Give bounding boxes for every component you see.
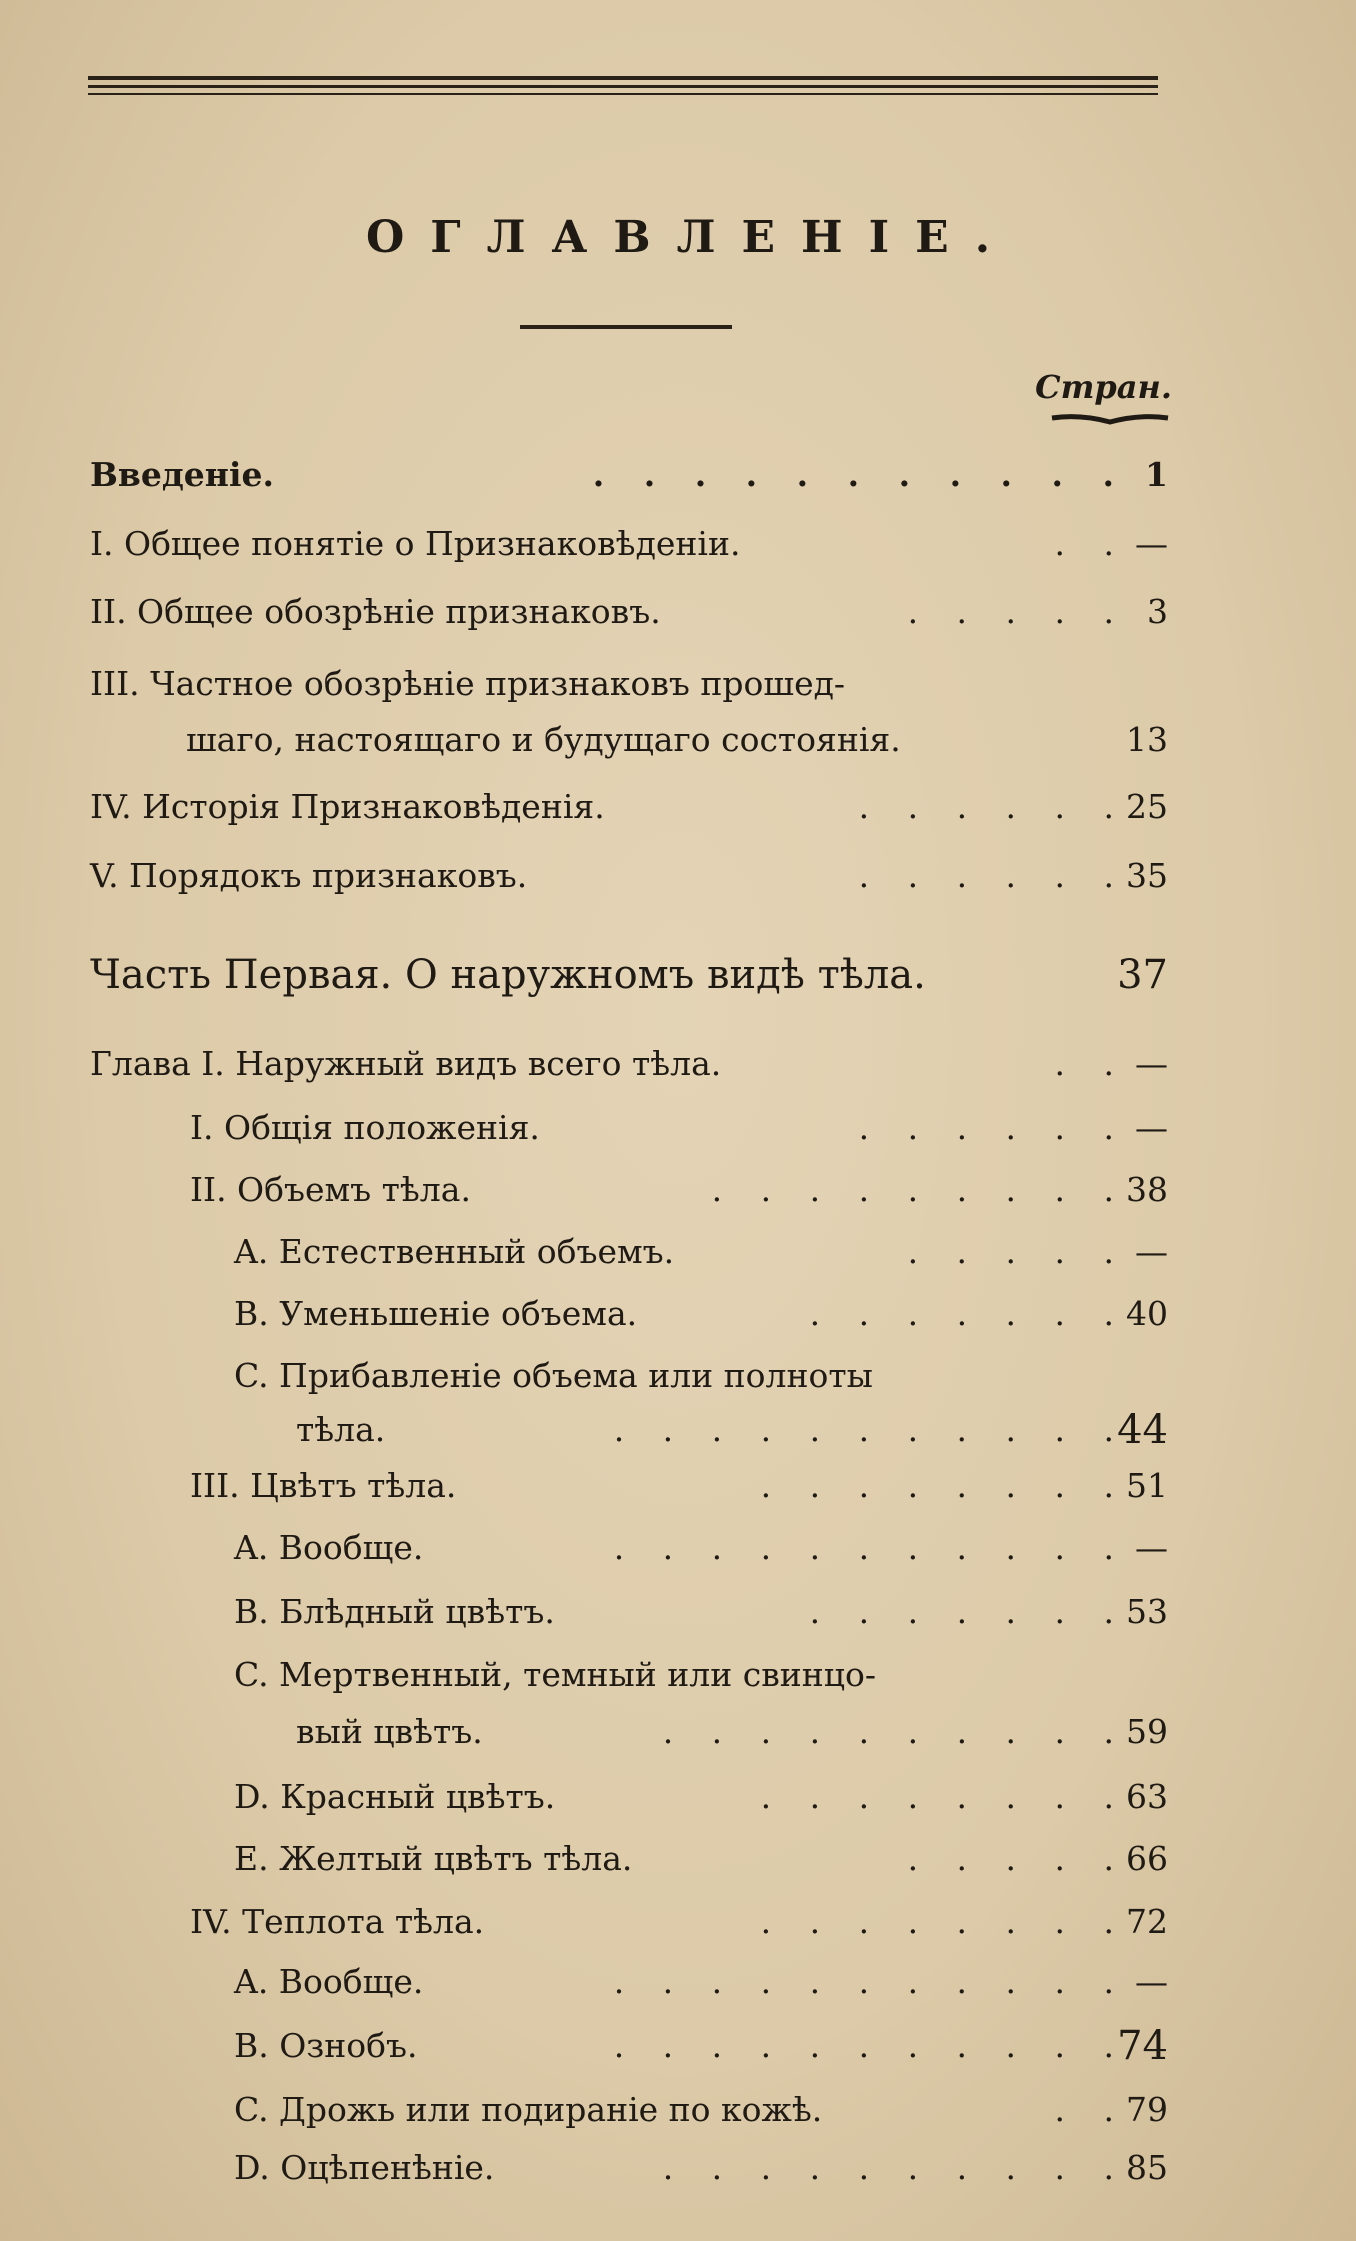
- toc-entry-continuation: тѣла. . . . . . . . . . . . 44: [296, 1407, 1168, 1453]
- toc-subentry: A. Вообще. . . . . . . . . . . . —: [234, 1528, 1168, 1567]
- toc-part-heading: Часть Первая. О наружномъ видѣ тѣла. 37: [90, 952, 1168, 998]
- toc-entry: IV. Исторія Признаковѣденія. . . . . . . 25: [90, 787, 1168, 826]
- toc-entry: IV. Теплота тѣла. . . . . . . . . 72: [190, 1902, 1168, 1941]
- title-divider: [520, 325, 732, 329]
- toc-subentry: A. Естественный объемъ. . . . . . —: [234, 1232, 1168, 1271]
- toc-subentry: C. Прибавленіе объема или полноты: [234, 1356, 873, 1395]
- toc-subentry: C. Дрожь или подираніе по кожѣ. . . 79: [234, 2090, 1168, 2129]
- toc-subentry: D. Красный цвѣтъ. . . . . . . . . 63: [234, 1777, 1168, 1816]
- toc-entry-introduction: Введеніе. . . . . . . . . . . . 1: [90, 455, 1168, 494]
- toc-subentry: D. Оцѣпенѣніе. . . . . . . . . . . 85: [234, 2148, 1168, 2187]
- toc-subentry: E. Желтый цвѣтъ тѣла. . . . . . 66: [234, 1839, 1168, 1878]
- toc-subentry: B. Уменьшеніе объема. . . . . . . . 40: [234, 1294, 1168, 1333]
- toc-entry: I. Общія положенія. . . . . . . —: [190, 1108, 1168, 1147]
- toc-subentry: B. Блѣдный цвѣтъ. . . . . . . . 53: [234, 1592, 1168, 1631]
- toc-entry: III. Частное обозрѣніе признаковъ прошед-: [90, 664, 846, 703]
- toc-entry: III. Цвѣтъ тѣла. . . . . . . . . 51: [190, 1466, 1168, 1505]
- toc-chapter-heading: Глава I. Наружный видъ всего тѣла. . . —: [90, 1044, 1168, 1083]
- top-double-rule: [88, 76, 1158, 95]
- toc-entry: V. Порядокъ признаковъ. . . . . . . 35: [90, 856, 1168, 895]
- page-title: ОГЛАВЛЕНІЕ.: [365, 212, 1017, 263]
- toc-subentry: C. Мертвенный, темный или свинцо-: [234, 1655, 877, 1694]
- toc-subentry: A. Вообще. . . . . . . . . . . . —: [234, 1962, 1168, 2001]
- toc-entry-continuation: вый цвѣтъ. . . . . . . . . . . 59: [296, 1712, 1168, 1751]
- page-column-heading: Стран.: [1035, 368, 1172, 406]
- toc-entry: II. Общее обозрѣніе признаковъ. . . . . . 3: [90, 592, 1168, 631]
- toc-subentry: B. Ознобъ. . . . . . . . . . . . 74: [234, 2023, 1168, 2069]
- flourish-ornament: [1050, 410, 1170, 430]
- toc-entry: I. Общее понятіе о Признаковѣденіи. . . —: [90, 524, 1168, 563]
- toc-entry-continuation: шаго, настоящаго и будущаго состоянія. 13: [186, 720, 1168, 759]
- toc-entry: II. Объемъ тѣла. . . . . . . . . . 38: [190, 1170, 1168, 1209]
